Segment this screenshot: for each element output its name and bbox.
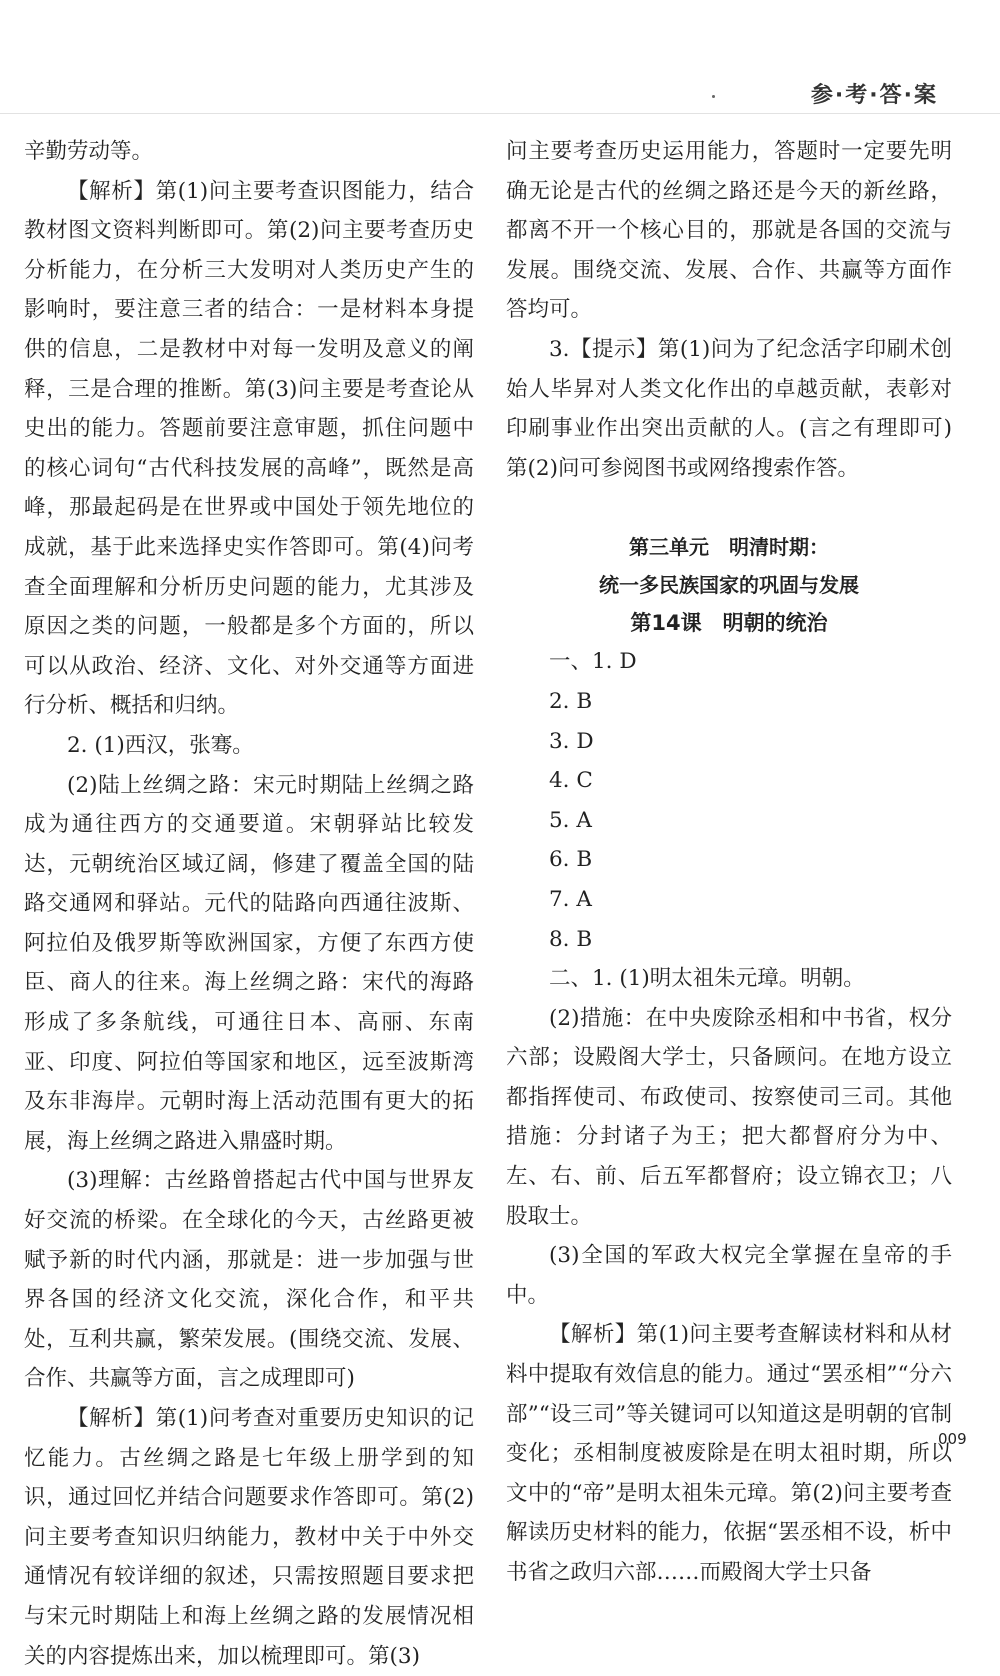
answer-item: 3. D [549, 728, 594, 754]
hint-paragraph: 3.【提示】第(1)问为了纪念活字印刷术创始人毕昇对人类文化作出的卓越贡献，表彰对印刷事业作出突出贡献的人。(言之有理即可)第(2)问可参阅图书或网络搜索作答。 [506, 336, 952, 481]
page-number: 009 [938, 1430, 967, 1448]
answer-paragraph: (3)理解：古丝路曾搭起古代中国与世界友好交流的桥梁。在全球化的今天，古丝路更被赋予新的时代内涵，那就是：进一步加强与世界各国的经济文化交流，深化合作，和平共处，互利共赢，繁荣发展。(围绕交流、发展、合作、共赢等方面，言之成理即可) [24, 1168, 474, 1392]
unit-title: 第三单元 明清时期： [629, 535, 829, 560]
answer-paragraph: (2)措施：在中央废除丞相和中书省，权分六部；设殿阁大学士，只备顾问。在地方设立都指挥使司、布政使司、按察使司三司。其他措施：分封诸子为王；把大都督府分为中、左、右、前、后五军都督府；设立锦衣卫；八股取士。 [506, 1005, 952, 1229]
lesson-title: 第14课 明朝的统治 [630, 611, 828, 636]
answer-item: 一、1. D [549, 649, 637, 675]
page-header [0, 78, 1000, 108]
answer-paragraph: 二、1. (1)明太祖朱元璋。明朝。 [549, 966, 865, 992]
unit-subtitle: 统一多民族国家的巩固与发展 [599, 573, 859, 598]
answer-item: 4. C [549, 768, 593, 794]
scan-speck [712, 95, 715, 98]
right-column [506, 132, 952, 1593]
answer-item: 7. A [549, 886, 592, 912]
answer-item: 5. A [549, 807, 592, 833]
left-column [24, 132, 474, 1676]
header-title: 参·考·答·案 [810, 83, 938, 108]
answer-paragraph: (3)全国的军政大权完全掌握在皇帝的手中。 [506, 1243, 952, 1308]
answer-paragraph: (2)陆上丝绸之路：宋元时期陆上丝绸之路成为通往西方的交通要道。宋朝驿站比较发达，元朝统治区域辽阔，修建了覆盖全国的陆路交通网和驿站。元代的陆路向西通往波斯、阿拉伯及俄罗斯等欧洲国家，方便了东西方使臣、商人的往来。海上丝绸之路：宋代的海路形成了多条航线，可通往日本、高丽、东南亚、印度、阿拉伯等国家和地区，远至波斯湾及东非海岸。元朝时海上活动范围有更大的拓展，海上丝绸之路进入鼎盛时期。 [24, 772, 474, 1154]
paragraph: 问主要考查历史运用能力，答题时一定要先明确无论是古代的丝绸之路还是今天的新丝路，都离不开一个核心目的，那就是各国的交流与发展。围绕交流、发展、合作、共赢等方面作答均可。 [506, 139, 952, 323]
analysis-paragraph: 【解析】第(1)问主要考查识图能力，结合教材图文资料判断即可。第(2)问主要考查历史分析能力，在分析三大发明对人类历史产生的影响时，要注意三者的结合：一是材料本身提供的信息，二是教材中对每一发明及意义的阐释，三是合理的推断。第(3)问主要是考查论从史出的能力。答题前要注意审题，抓住问题中的核心词句“古代科技发展的高峰”，既然是高峰，那最起码是在世界或中国处于领先地位的成就，基于此来选择史实作答即可。第(4)问考查全面理解和分析历史问题的能力，尤其涉及原因之类的问题，一般都是多个方面的，所以可以从政治、经济、文化、对外交通等方面进行分析、概括和归纳。 [24, 178, 474, 719]
analysis-paragraph: 【解析】第(1)问考查对重要历史知识的记忆能力。古丝绸之路是七年级上册学到的知识，通过回忆并结合问题要求作答即可。第(2)问主要考查知识归纳能力，教材中关于中外交通情况有较详细的叙述，只需按照题目要求把与宋元时期陆上和海上丝绸之路的发展情况相关的内容提炼出来，加以梳理即可。第(3) [24, 1406, 474, 1669]
analysis-paragraph: 【解析】第(1)问主要考查解读材料和从材料中提取有效信息的能力。通过“罢丞相”“分六部”“设三司”等关键词可以知道这是明朝的官制变化；丞相制度被废除是在明太祖时期，所以文中的“帝”是明太祖朱元璋。第(2)问主要考查解读历史材料的能力，依据“罢丞相不设，析中书省之政归六部……而殿阁大学士只备 [506, 1322, 952, 1585]
answer-item: 8. B [549, 926, 593, 952]
answer-item: 2. B [549, 688, 593, 714]
header-divider [0, 113, 1000, 114]
paragraph: 辛勤劳动等。 [24, 139, 154, 164]
answer-item: 6. B [549, 847, 593, 873]
answer-paragraph: 2. (1)西汉，张骞。 [67, 732, 254, 758]
